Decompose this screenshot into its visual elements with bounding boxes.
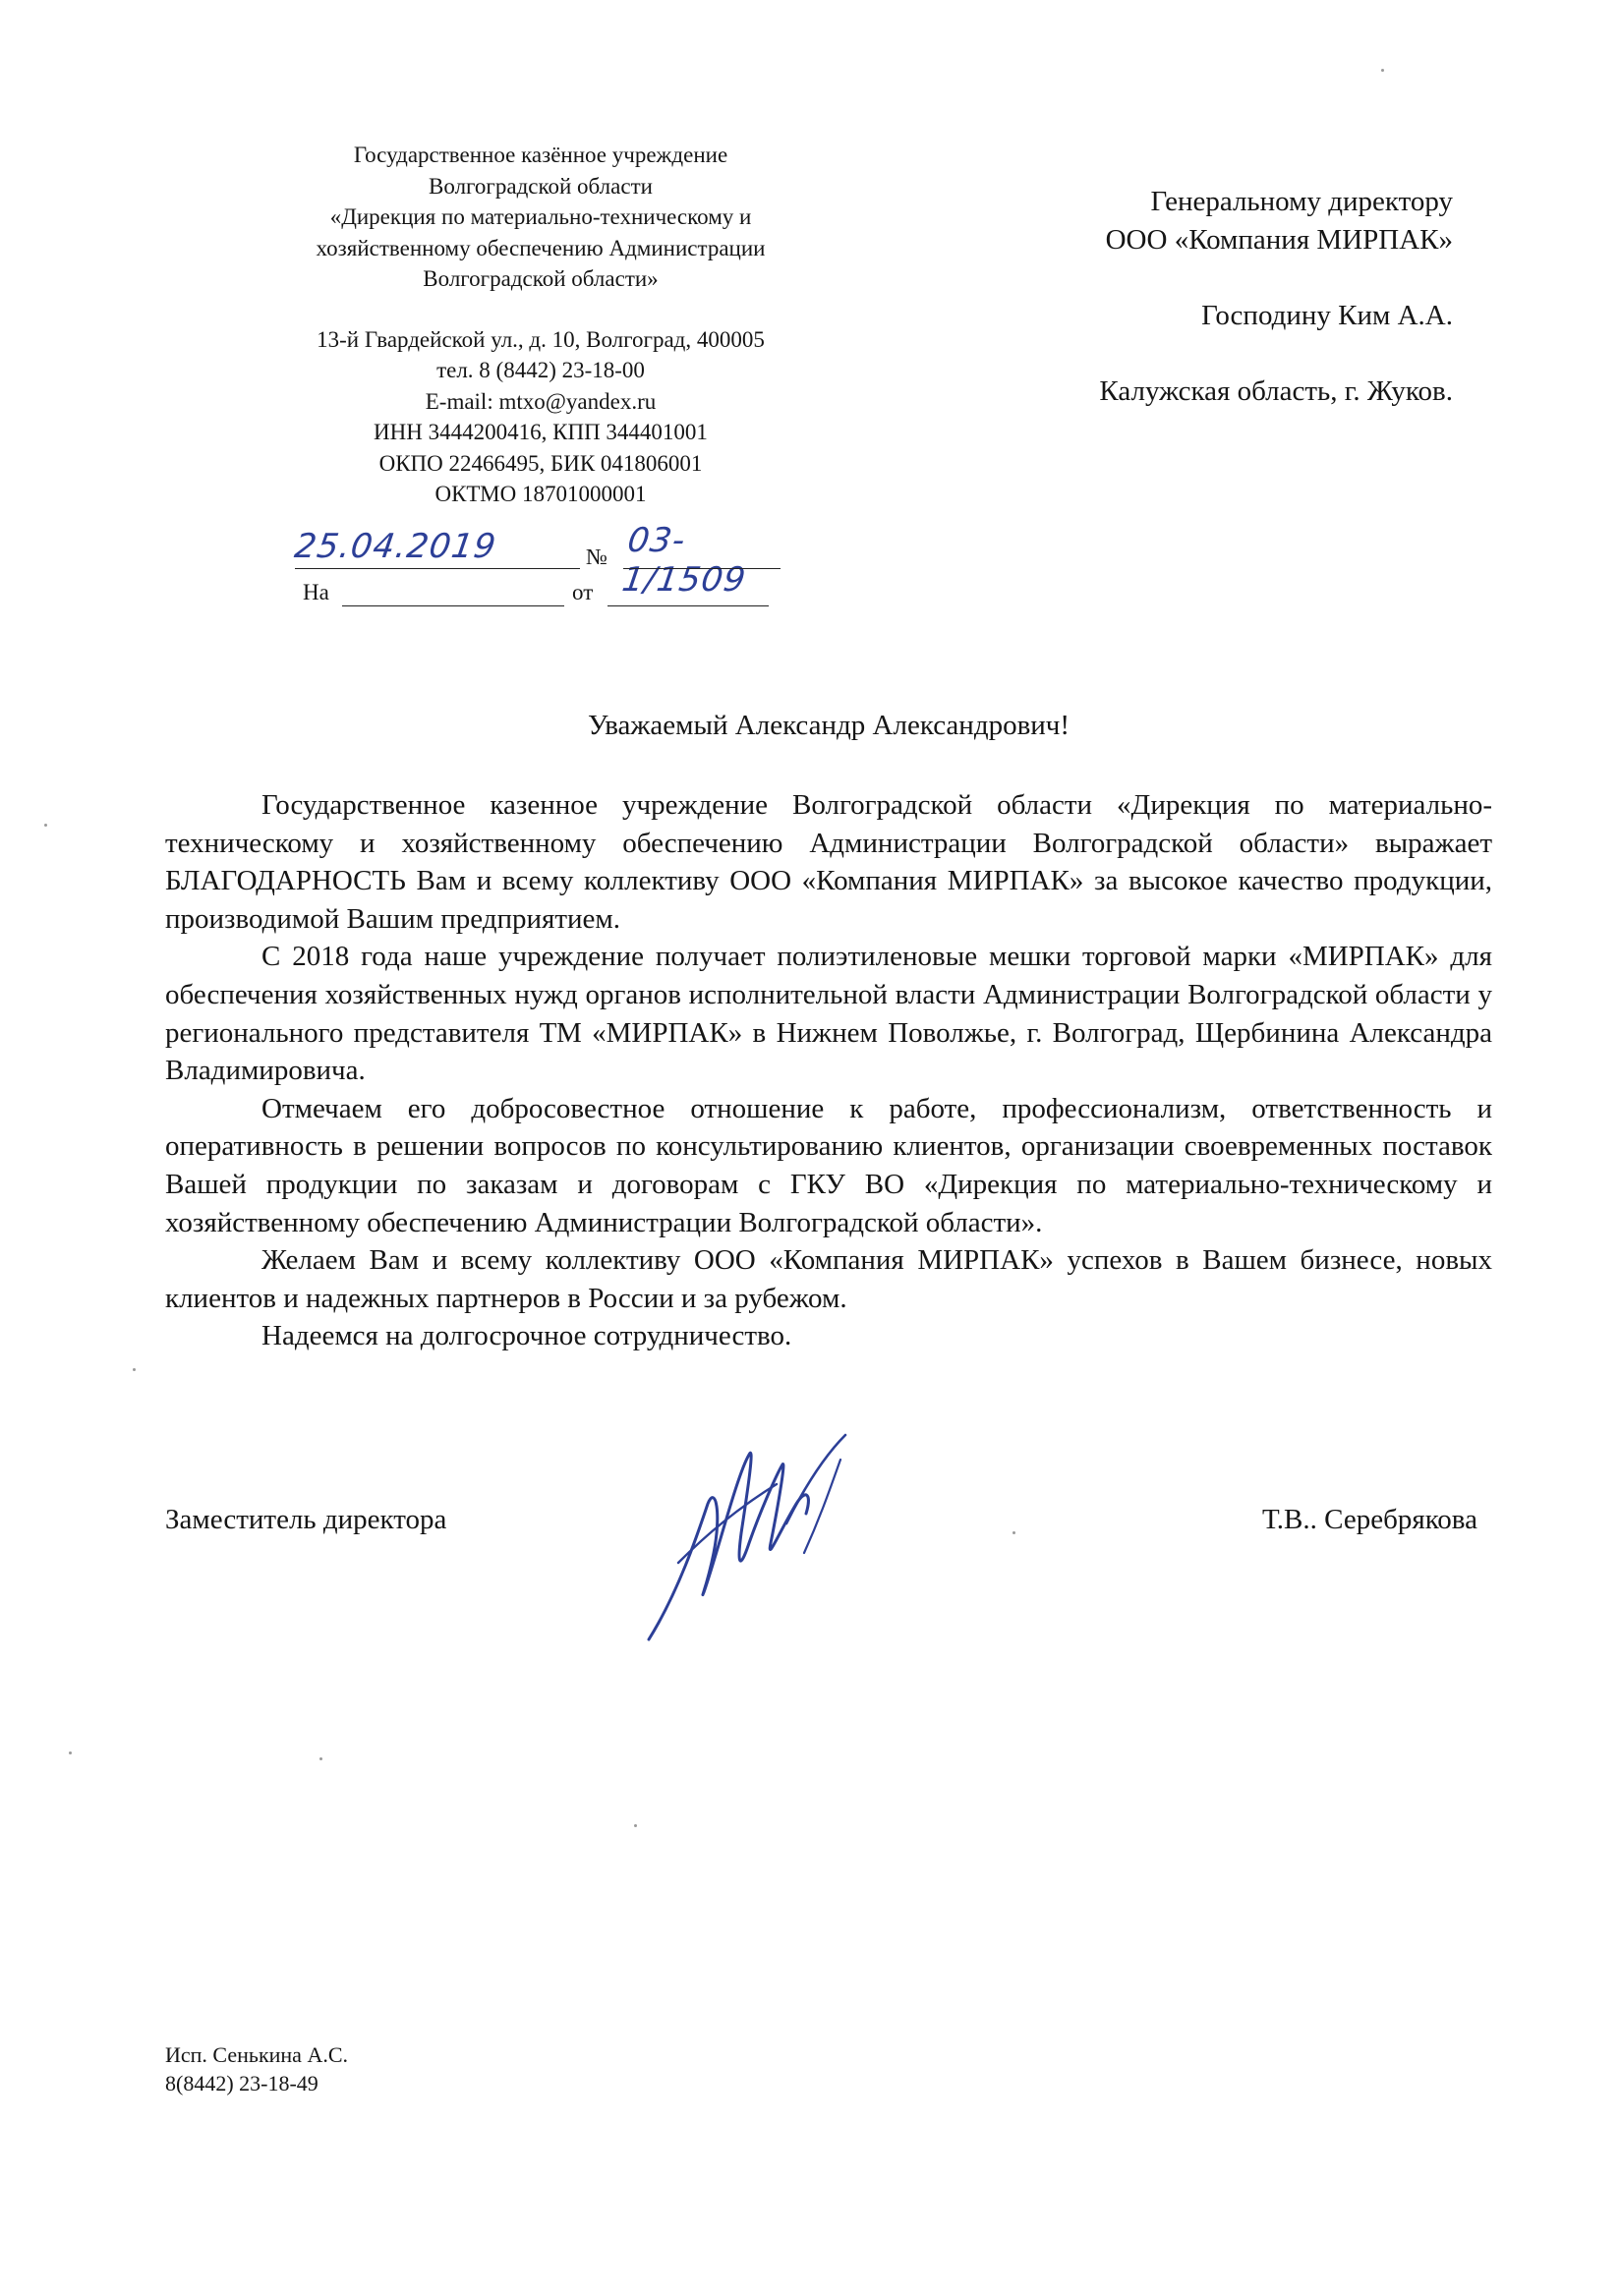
date-underline [295, 541, 580, 569]
salutation: Уважаемый Александр Александрович! [587, 710, 1070, 741]
ot-label: от [572, 580, 594, 604]
sender-org-line: «Дирекция по материально-техническому и [329, 204, 752, 229]
sender-email: E-mail: mtxo@yandex.ru [425, 388, 657, 414]
na-underline [342, 580, 564, 606]
sender-oktmo: ОКТМО 18701000001 [434, 482, 647, 506]
ot-underline [608, 580, 769, 606]
scan-speck [1012, 1531, 1015, 1534]
handwritten-signature [639, 1415, 895, 1651]
registration-line [292, 521, 806, 615]
executor-phone: 8(8442) 23-18-49 [165, 2071, 318, 2095]
signatory-name: Т.В.. Серебрякова [1262, 1504, 1477, 1535]
sender-org-line: Волгоградской области [429, 173, 653, 199]
sender-org-line: Государственное казённое учреждение [353, 143, 728, 167]
addressee-position: Генеральному директору [1150, 186, 1453, 217]
scan-speck [69, 1751, 72, 1754]
sender-block [246, 140, 836, 510]
addressee-location: Калужская область, г. Жуков. [1099, 375, 1453, 407]
scan-speck [319, 1757, 322, 1760]
na-label: На [303, 580, 329, 604]
signatory-title: Заместитель директора [165, 1504, 447, 1535]
executor-name: Исп. Сенькина А.С. [165, 2042, 349, 2067]
sender-okpo: ОКПО 22466495, БИК 041806001 [378, 450, 703, 476]
body-paragraph: С 2018 года наше учреждение получает полиэтиленовые мешки торговой марки «МИРПАК» для обеспечения хозяйственных нужд органов исполнительной власти Администрации Волгоградской области у регионального представителя ТМ «МИРПАК» в Нижнем Поволжье, г. Волгоград, Щербинина Александра Владимировича. [165, 941, 1492, 1087]
scan-speck [1381, 69, 1384, 72]
addressee-block [942, 183, 1453, 411]
sender-org-line: Волгоградской области» [423, 266, 659, 291]
body-paragraph: Отмечаем его добросовестное отношение к работе, профессионализм, ответственность и оперативность в решении вопросов по консультированию клиентов, организации своевременных поставок Вашей продукции по заказам и договорам с ГКУ ВО «Дирекция по материально-техническому и хозяйственному обеспечению Администрации Волгоградской области». [165, 1092, 1492, 1238]
addressee-name: Господину Ким А.А. [1201, 300, 1453, 331]
body-paragraph: Надеемся на долгосрочное сотрудничество. [261, 1320, 792, 1352]
letter-body [165, 786, 1492, 1355]
handwritten-number: 03-1/1509 [619, 521, 749, 600]
handwritten-date: 25.04.2019 [292, 527, 499, 566]
addressee-company: ООО «Компания МИРПАК» [1105, 224, 1453, 256]
sender-inn: ИНН 3444200416, КПП 344401001 [374, 420, 708, 444]
number-underline [623, 541, 781, 569]
body-paragraph: Государственное казенное учреждение Волгоградской области «Дирекция по материально-техническому и хозяйственному обеспечению Администрации Волгоградской области» выражает БЛАГОДАРНОСТЬ Вам и всему коллективу ООО «Компания МИРПАК» за высокое качество продукции, производимой Вашим предприятием. [165, 789, 1492, 935]
sender-phone: тел. 8 (8442) 23-18-00 [436, 358, 645, 382]
scan-speck [44, 824, 47, 827]
scan-speck [133, 1368, 136, 1371]
scan-speck [634, 1824, 637, 1827]
number-sign: № [586, 545, 608, 569]
executor-block [165, 2040, 348, 2097]
sender-org-line: хозяйственному обеспечению Администрации [316, 235, 766, 260]
sender-address: 13-й Гвардейской ул., д. 10, Волгоград, 400005 [317, 326, 765, 352]
body-paragraph: Желаем Вам и всему коллективу ООО «Компания МИРПАК» успехов в Вашем бизнесе, новых клиентов и надежных партнеров в России и за рубежом. [165, 1244, 1492, 1314]
